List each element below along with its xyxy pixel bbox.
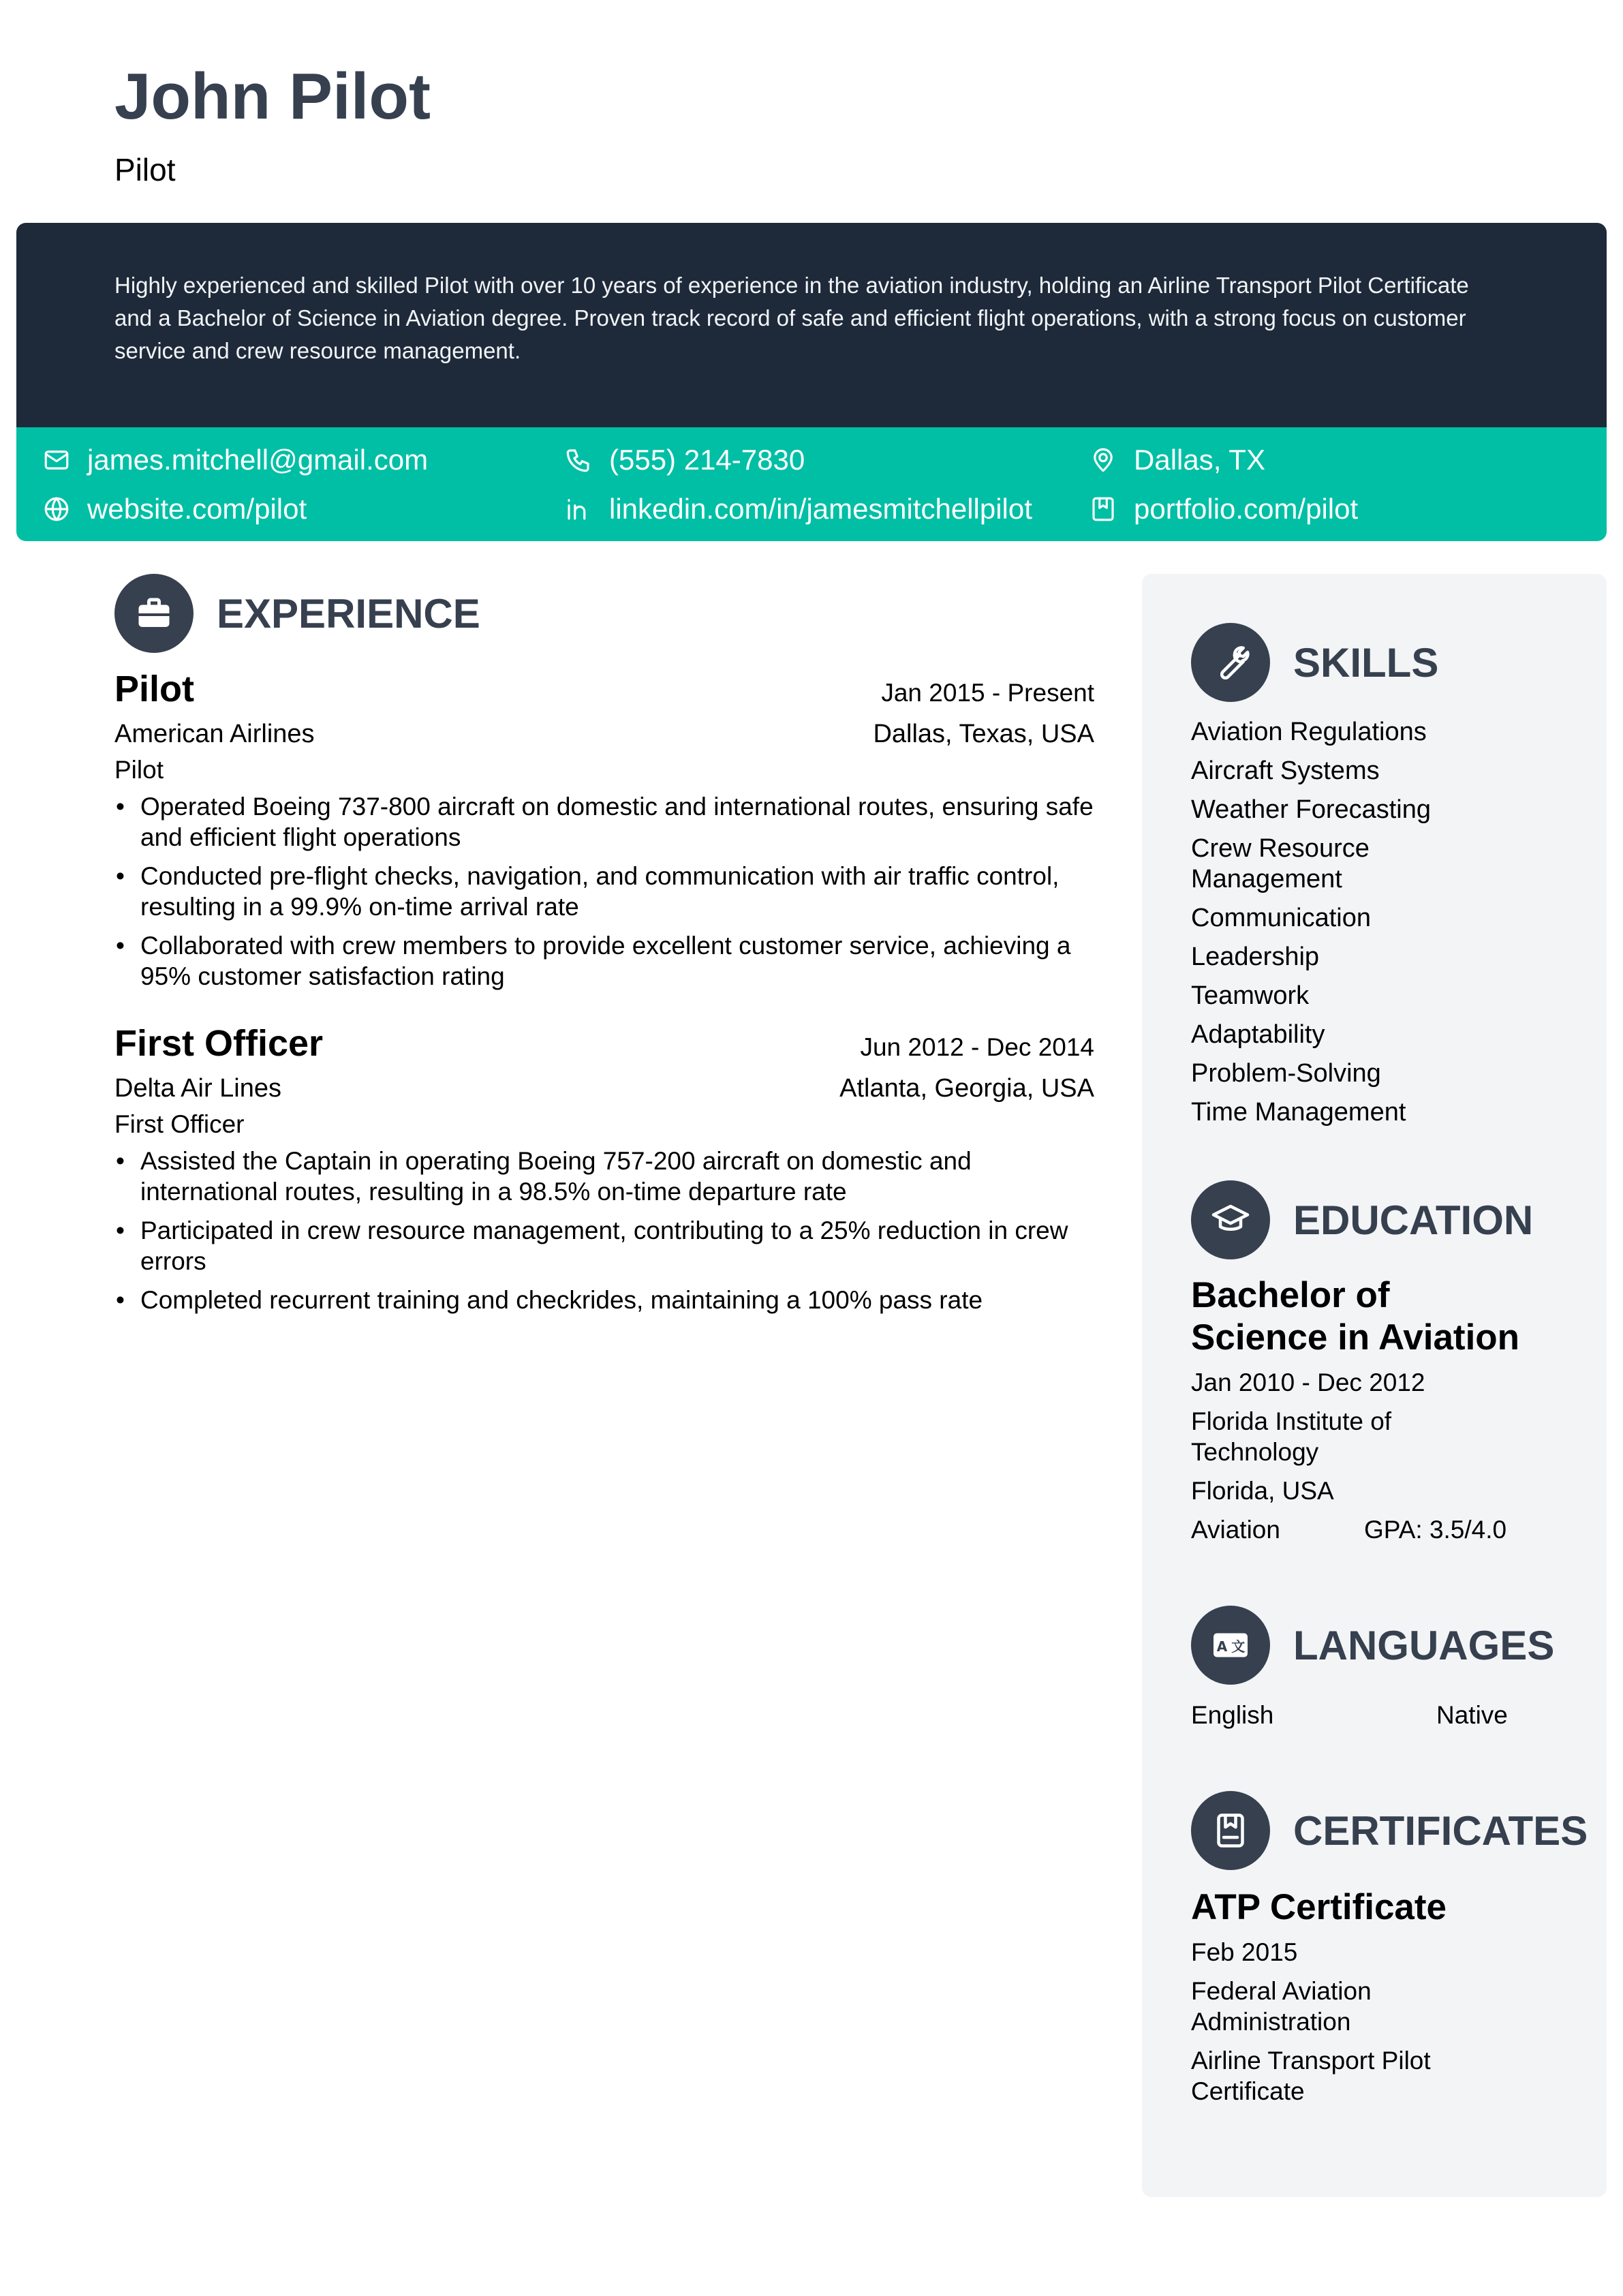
svg-text:A: A (1216, 1638, 1228, 1655)
job-entry (114, 668, 1094, 1000)
job-title: Pilot (114, 669, 194, 709)
contact-portfolio[interactable] (1089, 493, 1358, 525)
job-company: American Airlines (114, 720, 315, 748)
certificate-book-icon (1191, 1791, 1270, 1870)
linkedin-icon (564, 495, 593, 523)
language-level: Native (1436, 1701, 1508, 1729)
map-pin-icon (1089, 446, 1117, 474)
education-location: Florida, USA (1191, 1477, 1334, 1505)
graduation-cap-icon (1191, 1180, 1270, 1259)
website-text: website.com/pilot (87, 493, 307, 525)
skill-item: Time Management (1191, 1098, 1406, 1127)
languages-heading (1191, 1606, 1554, 1685)
education-entry (1191, 1274, 1586, 1545)
wrench-icon (1191, 623, 1270, 702)
job-bullet: • Conducted pre-flight checks, navigation, and communication with air traffic control, resulting in a 99.9% on-time arrival rate (114, 861, 1094, 922)
skills-title: SKILLS (1293, 639, 1439, 686)
education-title: EDUCATION (1293, 1197, 1534, 1243)
experience-title: EXPERIENCE (217, 590, 480, 637)
skill-item: Teamwork (1191, 981, 1310, 1010)
job-bullet: • Participated in crew resource management, contributing to a 25% reduction in crew errors (114, 1215, 1094, 1276)
skill-item: Aviation Regulations (1191, 718, 1427, 746)
phone-icon (564, 446, 593, 474)
contact-phone[interactable] (564, 444, 805, 476)
phone-text: (555) 214-7830 (609, 444, 805, 476)
languages-title: LANGUAGES (1293, 1622, 1555, 1668)
job-role: First Officer (114, 1110, 245, 1138)
job-bullets (114, 1146, 1094, 1315)
certificate-entry (1191, 1886, 1586, 2107)
skill-item: Aircraft Systems (1191, 756, 1380, 785)
candidate-name: John Pilot (114, 60, 431, 133)
certificate-date: Feb 2015 (1191, 1938, 1298, 1966)
job-bullet: • Operated Boeing 737-800 aircraft on domestic and international routes, ensuring safe and efficient flight operations (114, 791, 1094, 853)
email-text: james.mitchell@gmail.com (87, 444, 429, 476)
education-field: Aviation (1191, 1516, 1280, 1544)
portfolio-text: portfolio.com/pilot (1134, 493, 1359, 525)
certificates-title: CERTIFICATES (1293, 1807, 1588, 1854)
job-company: Delta Air Lines (114, 1074, 282, 1103)
certificate-description: Airline Transport Pilot Certificate (1191, 2047, 1431, 2105)
job-bullets (114, 791, 1094, 992)
globe-icon (42, 495, 71, 523)
certificates-heading (1191, 1791, 1588, 1870)
skill-item: Leadership (1191, 943, 1320, 971)
job-bullet: • Collaborated with crew members to provide excellent customer service, achieving a 95% customer satisfaction rating (114, 930, 1094, 992)
education-gpa: GPA: 3.5/4.0 (1364, 1516, 1507, 1544)
skill-item: Adaptability (1191, 1020, 1325, 1049)
job-dates: Jun 2012 - Dec 2014 (860, 1033, 1094, 1061)
svg-text:文: 文 (1231, 1638, 1246, 1655)
briefcase-icon (114, 574, 194, 653)
education-heading (1191, 1180, 1533, 1259)
contact-linkedin[interactable] (564, 493, 1032, 525)
location-text: Dallas, TX (1134, 444, 1265, 476)
translate-icon (1191, 1606, 1270, 1685)
job-bullet: • Assisted the Captain in operating Boeing 757-200 aircraft on domestic and international routes, resulting in a 98.5% on-time departure rate (114, 1146, 1094, 1207)
job-bullet: • Completed recurrent training and checkrides, maintaining a 100% pass rate (114, 1285, 1094, 1315)
job-title: First Officer (114, 1023, 324, 1064)
bookmark-icon (1089, 495, 1117, 523)
contact-website[interactable] (42, 493, 307, 525)
language-name: English (1191, 1701, 1274, 1729)
school: Florida Institute of Technology (1191, 1407, 1392, 1466)
experience-heading (114, 574, 480, 653)
skills-heading (1191, 623, 1438, 702)
language-entry (1191, 1700, 1586, 1730)
summary-text: Highly experienced and skilled Pilot with over 10 years of experience in the aviation industry, holding an Airline Transport Pilot Certificate and a Bachelor of Science in Aviation degree. Proven track record of safe and efficient flight operations, with a strong focus on customer service and crew resource management. (114, 273, 1469, 363)
summary-panel (16, 223, 1607, 427)
skill-item: Crew Resource Management (1191, 834, 1370, 893)
job-location: Dallas, Texas, USA (873, 720, 1094, 748)
job-dates: Jan 2015 - Present (881, 679, 1094, 707)
contact-email[interactable] (42, 444, 428, 476)
skills-list (1191, 717, 1586, 1136)
job-role: Pilot (114, 756, 164, 784)
mail-icon (42, 446, 71, 474)
certificate-issuer: Federal Aviation Administration (1191, 1977, 1372, 2036)
degree: Bachelor of Science in Aviation (1191, 1275, 1520, 1358)
contact-location (1089, 444, 1265, 476)
linkedin-text: linkedin.com/in/jamesmitchellpilot (609, 493, 1032, 525)
contact-bar (16, 427, 1607, 541)
job-location: Atlanta, Georgia, USA (839, 1074, 1094, 1103)
skill-item: Problem-Solving (1191, 1059, 1381, 1088)
job-entry (114, 1022, 1094, 1323)
education-dates: Jan 2010 - Dec 2012 (1191, 1368, 1425, 1396)
skill-item: Weather Forecasting (1191, 795, 1432, 824)
certificate-name: ATP Certificate (1191, 1887, 1447, 1927)
skill-item: Communication (1191, 904, 1371, 932)
candidate-title: Pilot (114, 152, 176, 187)
